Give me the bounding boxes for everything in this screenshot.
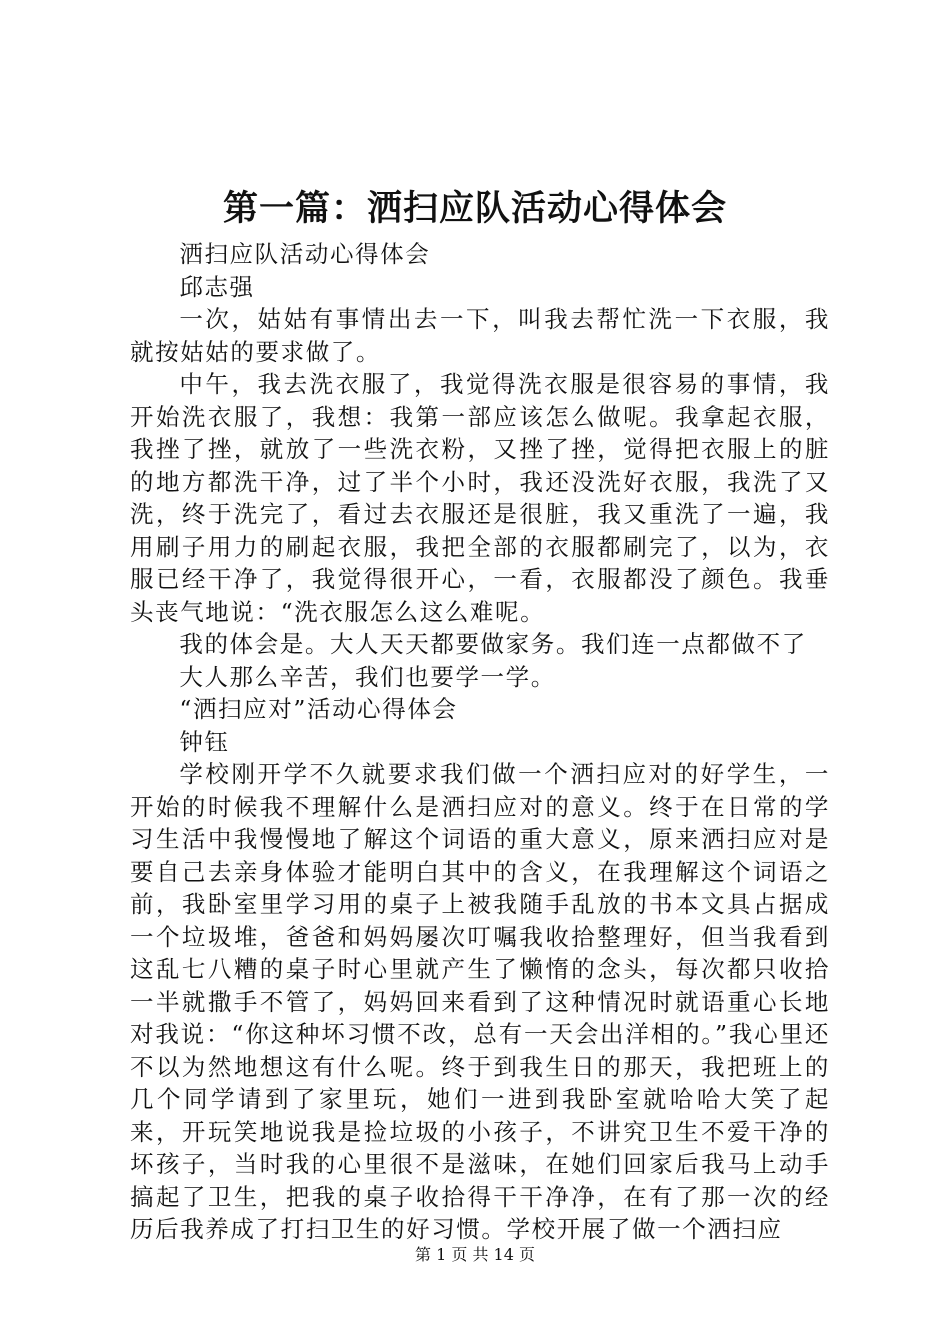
paragraph-subtitle-1: 洒扫应队活动心得体会 (179, 240, 431, 268)
document-title: 第一篇：洒扫应队活动心得体会 (222, 188, 727, 229)
paragraph: 一次，姑姑有事情出去一下，叫我去帮忙洗一下衣服，我就按姑姑的要求做了。 (130, 305, 830, 366)
paragraph-author-2: 钟钰 (179, 727, 230, 756)
paragraph: 大人那么辛苦，我们也要学一学。 (179, 662, 556, 691)
paragraph-author-1: 邱志强 (179, 272, 255, 301)
paragraph: 学校刚开学不久就要求我们做一个洒扫应对的好学生，一开始的时候我不理解什么是洒扫应对的意义。终于在日常的学习生活中我慢慢地了解这个词语的重大意义，原来洒扫应对是要自己去亲身体验才能明白其中的含义，在我理解这个词语之前，我卧室里学习用的桌子上被我随手乱放的书本文具占据成一个垃圾堆，爸爸和妈妈屡次叮嘱我收拾整理好，但当我看到这乱七八糟的桌子时心里就产生了懒惰的念头，每次都只收拾一半就撒手不管了，妈妈回来看到了这种情况时就语重心长地对我说：“你这种坏习惯不改，总有一天会出洋相的。”我心里还不以为然地想这有什么呢。终于到我生日的那天，我把班上的几个同学请到了家里玩，她们一进到我卧室就哈哈大笑了起来，开玩笑地说我是捡垃圾的小孩子，不讲究卫生不爱干净的坏孩子，当时我的心里很不是滋味，在她们回家后我马上动手搞起了卫生，把我的桌子收拾得干干净净，在有了那一次的经历后我养成了打扫卫生的好习惯。学校开展了做一个洒扫应 (130, 760, 830, 1243)
page-number-footer: 第 1 页 共 14 页 (415, 1245, 535, 1264)
paragraph: 中午，我去洗衣服了，我觉得洗衣服是很容易的事情，我开始洗衣服了，我想：我第一部应该怎么做呢。我拿起衣服，我挫了挫，就放了一些洗衣粉，又挫了挫，觉得把衣服上的脏的地方都洗干净，过了半个小时，我还没洗好衣服，我洗了又洗，终于洗完了，看过去衣服还是很脏，我又重洗了一遍，我用刷子用力的刷起衣服，我把全部的衣服都刷完了，以为，衣服已经干净了，我觉得很开心，一看，衣服都没了颜色。我垂头丧气地说：“洗衣服怎么这么难呢。 (130, 370, 830, 626)
paragraph-subtitle-2: “洒扫应对”活动心得体会 (179, 695, 458, 723)
paragraph: 我的体会是。大人天天都要做家务。我们连一点都做不了 (179, 630, 807, 658)
document-body (130, 238, 830, 1246)
